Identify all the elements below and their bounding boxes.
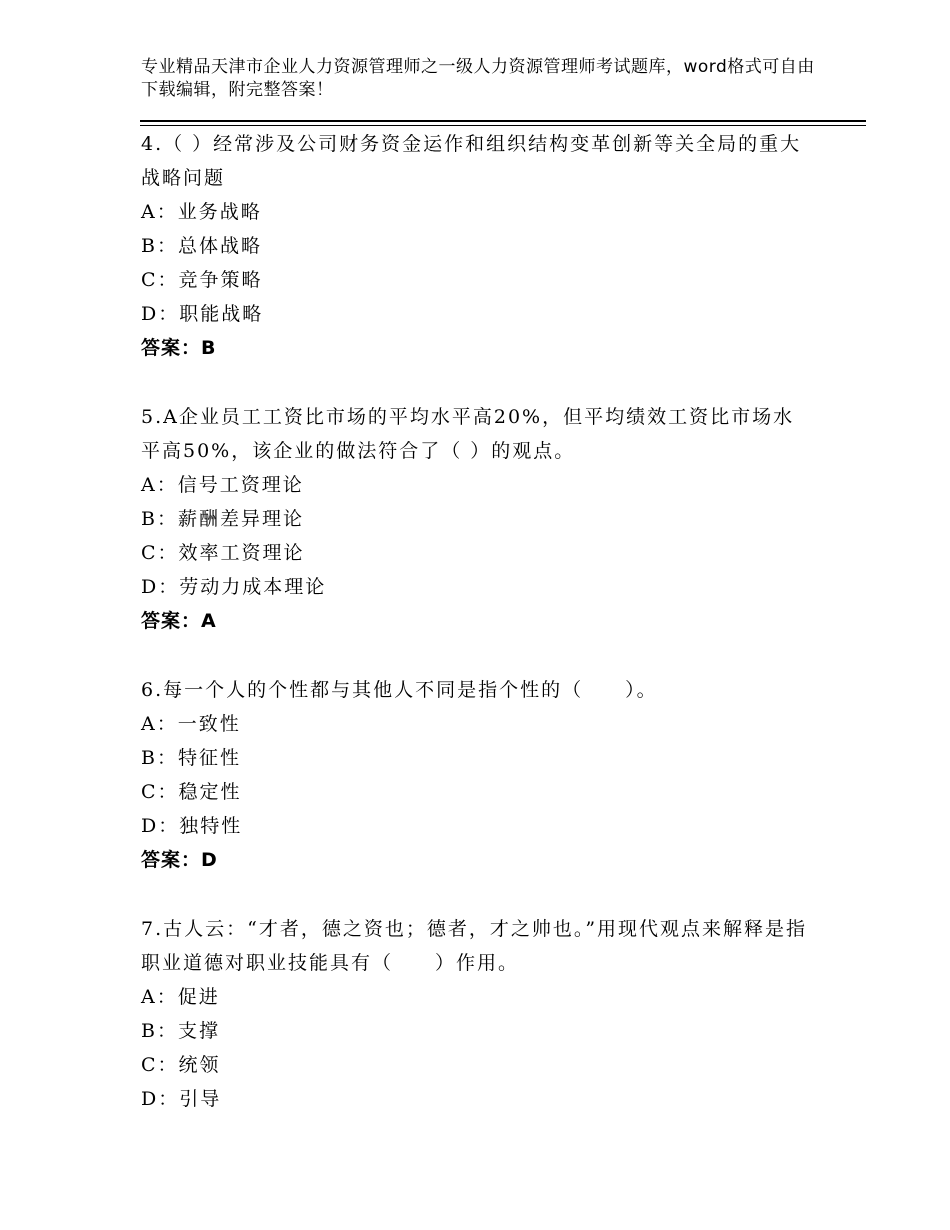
- option-a: A：一致性: [141, 713, 241, 735]
- option-b: B：总体战略: [141, 235, 262, 257]
- question-stem: 4.（ ）经常涉及公司财务资金运作和组织结构变革创新等关全局的重大战略问题: [141, 133, 802, 189]
- header-divider-thin: [140, 125, 866, 126]
- option-c: C：竞争策略: [141, 269, 263, 291]
- question-6: [141, 673, 813, 877]
- header-divider-thick: [140, 120, 866, 122]
- question-7: [141, 912, 813, 1116]
- option-c: C：效率工资理论: [141, 542, 305, 564]
- document-header: 专业精品天津市企业人力资源管理师之一级人力资源管理师考试题库，word格式可自由下载编辑，附完整答案！: [141, 57, 815, 100]
- question-stem: 5.A企业员工工资比市场的平均水平高20%，但平均绩效工资比市场水平高50%，该企业的做法符合了（ ）的观点。: [141, 406, 795, 462]
- option-c: C：稳定性: [141, 781, 242, 803]
- option-b: B：薪酬差异理论: [141, 508, 304, 530]
- option-b: B：支撑: [141, 1020, 220, 1042]
- option-c: C：统领: [141, 1054, 221, 1076]
- option-b: B：特征性: [141, 747, 241, 769]
- answer: 答案：B: [141, 337, 217, 359]
- option-d: D：职能战略: [141, 303, 264, 325]
- answer: 答案：D: [141, 849, 218, 871]
- option-d: D：独特性: [141, 815, 243, 837]
- option-a: A：促进: [141, 986, 220, 1008]
- answer: 答案：A: [141, 610, 217, 632]
- option-d: D：劳动力成本理论: [141, 576, 327, 598]
- option-a: A：业务战略: [141, 201, 262, 223]
- option-d: D：引导: [141, 1088, 222, 1110]
- question-stem: 6.每一个人的个性都与其他人不同是指个性的（ ）。: [141, 679, 658, 701]
- question-5: [141, 400, 813, 638]
- question-4: [141, 127, 813, 365]
- question-stem: 7.古人云：“才者，德之资也；德者，才之帅也。”用现代观点来解释是指职业道德对职业技能具有（ ）作用。: [141, 918, 808, 974]
- option-a: A：信号工资理论: [141, 474, 304, 496]
